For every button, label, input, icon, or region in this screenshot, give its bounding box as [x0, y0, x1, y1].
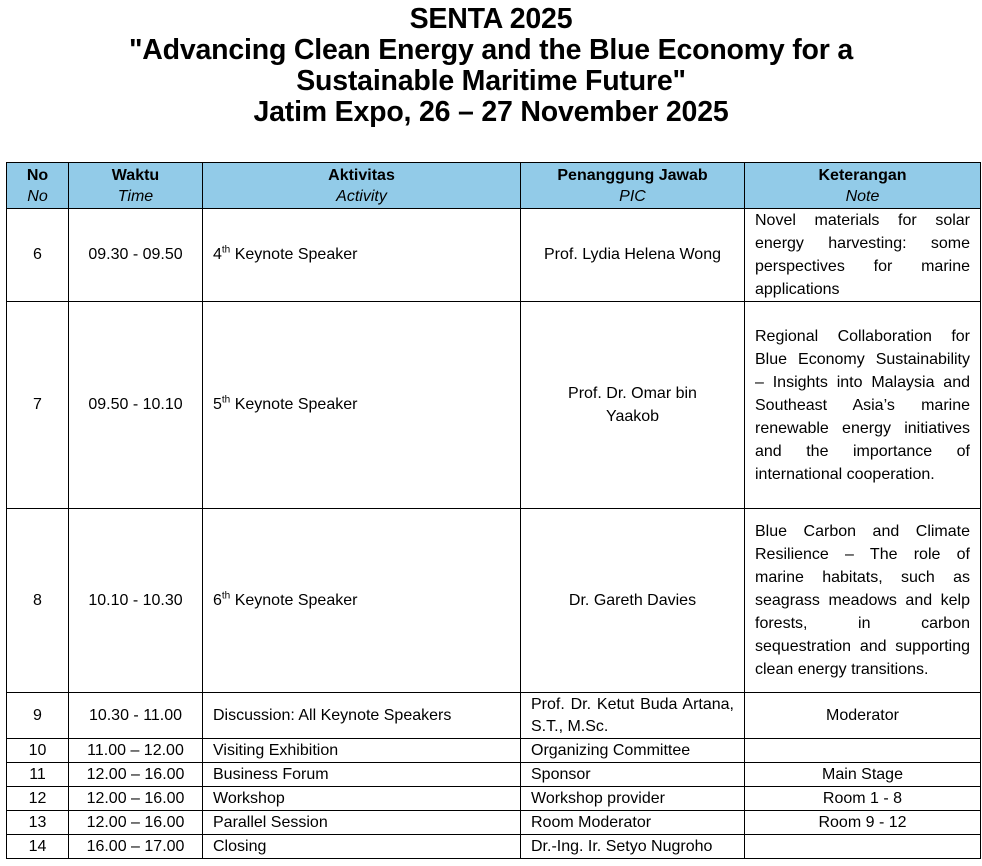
row-activity: Visiting Exhibition — [203, 739, 521, 763]
row-activity: Parallel Session — [203, 811, 521, 835]
table-row — [7, 693, 981, 739]
column-header-pic — [521, 163, 745, 209]
table-row — [7, 835, 981, 859]
row-activity: Workshop — [203, 787, 521, 811]
event-name: SENTA 2025 — [409, 3, 573, 35]
row-time: 12.00 – 16.00 — [69, 811, 203, 835]
row-pic: Dr.-Ing. Ir. Setyo Nugroho — [521, 835, 745, 859]
schedule-table — [6, 162, 981, 859]
column-header-no-sublabel: No — [27, 187, 48, 205]
column-header-time-sublabel: Time — [117, 187, 154, 205]
column-header-activity-sublabel: Activity — [336, 187, 387, 205]
event-venue-date: Jatim Expo, 26 – 27 November 2025 — [253, 96, 729, 128]
column-header-time — [69, 163, 203, 209]
event-theme-line-1: "Advancing Clean Energy and the Blue Economy for a — [128, 34, 854, 66]
row-pic: Workshop provider — [521, 787, 745, 811]
table-row — [7, 509, 981, 693]
row-time: 09.30 - 09.50 — [69, 209, 203, 302]
row-no: 6 — [7, 209, 69, 302]
row-time: 10.10 - 10.30 — [69, 509, 203, 693]
table-row — [7, 209, 981, 302]
ordinal-suffix: th — [221, 590, 231, 602]
row-time: 10.30 - 11.00 — [69, 693, 203, 739]
row-note: Main Stage — [745, 763, 981, 787]
row-no: 9 — [7, 693, 69, 739]
table-row — [7, 811, 981, 835]
column-header-no — [7, 163, 69, 209]
row-note: Moderator — [745, 693, 981, 739]
row-no: 7 — [7, 302, 69, 509]
row-time: 12.00 – 16.00 — [69, 763, 203, 787]
activity-text: Keynote Speaker — [230, 396, 358, 413]
row-time: 11.00 – 12.00 — [69, 739, 203, 763]
ordinal-number: 6 — [213, 591, 222, 609]
table-header-row — [7, 163, 981, 209]
table-row — [7, 302, 981, 509]
ordinal-number: 5 — [213, 396, 222, 413]
row-no: 13 — [7, 811, 69, 835]
column-header-time-label: Waktu — [111, 166, 160, 184]
row-pic: Room Moderator — [521, 811, 745, 835]
row-no: 8 — [7, 509, 69, 693]
row-pic: Prof. Lydia Helena Wong — [521, 209, 745, 302]
row-pic: Organizing Committee — [521, 739, 745, 763]
column-header-pic-sublabel: PIC — [619, 187, 646, 205]
row-no: 11 — [7, 763, 69, 787]
column-header-pic-label: Penanggung Jawab — [557, 166, 708, 184]
activity-text: Keynote Speaker — [230, 246, 358, 263]
ordinal-suffix: th — [221, 244, 231, 256]
activity-text: Keynote Speaker — [230, 591, 358, 609]
event-theme-line-2: Sustainable Maritime Future" — [296, 65, 686, 97]
row-activity: Closing — [203, 835, 521, 859]
row-no: 12 — [7, 787, 69, 811]
document-title — [0, 0, 982, 128]
column-header-activity-label: Aktivitas — [328, 166, 395, 184]
row-note: Blue Carbon and Climate Resilience – The role of marine habitats, such as seagrass meadows and kelp forests, in carbon sequestration and supporting clean energy transitions. — [745, 509, 981, 693]
table-row — [7, 787, 981, 811]
column-header-note — [745, 163, 981, 209]
ordinal-suffix: th — [221, 394, 231, 406]
column-header-no-label: No — [26, 166, 49, 184]
row-time: 09.50 - 10.10 — [69, 302, 203, 509]
row-time: 16.00 – 17.00 — [69, 835, 203, 859]
row-time: 12.00 – 16.00 — [69, 787, 203, 811]
column-header-activity — [203, 163, 521, 209]
row-note — [745, 739, 981, 763]
row-note: Room 1 - 8 — [745, 787, 981, 811]
ordinal-number: 4 — [213, 246, 222, 263]
column-header-note-label: Keterangan — [818, 166, 907, 184]
row-note: Regional Collaboration for Blue Economy Sustainability – Insights into Malaysia and Southeast Asia’s marine renewable energy initiatives and the importance of international cooperation. — [745, 302, 981, 509]
row-pic: Sponsor — [521, 763, 745, 787]
row-note: Room 9 - 12 — [745, 811, 981, 835]
row-pic: Dr. Gareth Davies — [521, 509, 745, 693]
row-activity — [203, 302, 521, 509]
column-header-note-sublabel: Note — [845, 187, 880, 205]
row-activity — [203, 509, 521, 693]
row-no: 14 — [7, 835, 69, 859]
row-activity — [203, 209, 521, 302]
row-activity: Business Forum — [203, 763, 521, 787]
table-row — [7, 739, 981, 763]
row-no: 10 — [7, 739, 69, 763]
row-note: Novel materials for solar energy harvesting: some perspectives for marine applications — [745, 209, 981, 302]
row-pic: Prof. Dr. Ketut Buda Artana, S.T., M.Sc. — [521, 693, 745, 739]
row-note — [745, 835, 981, 859]
row-activity: Discussion: All Keynote Speakers — [203, 693, 521, 739]
table-row — [7, 763, 981, 787]
row-pic: Prof. Dr. Omar bin Yaakob — [521, 302, 745, 509]
